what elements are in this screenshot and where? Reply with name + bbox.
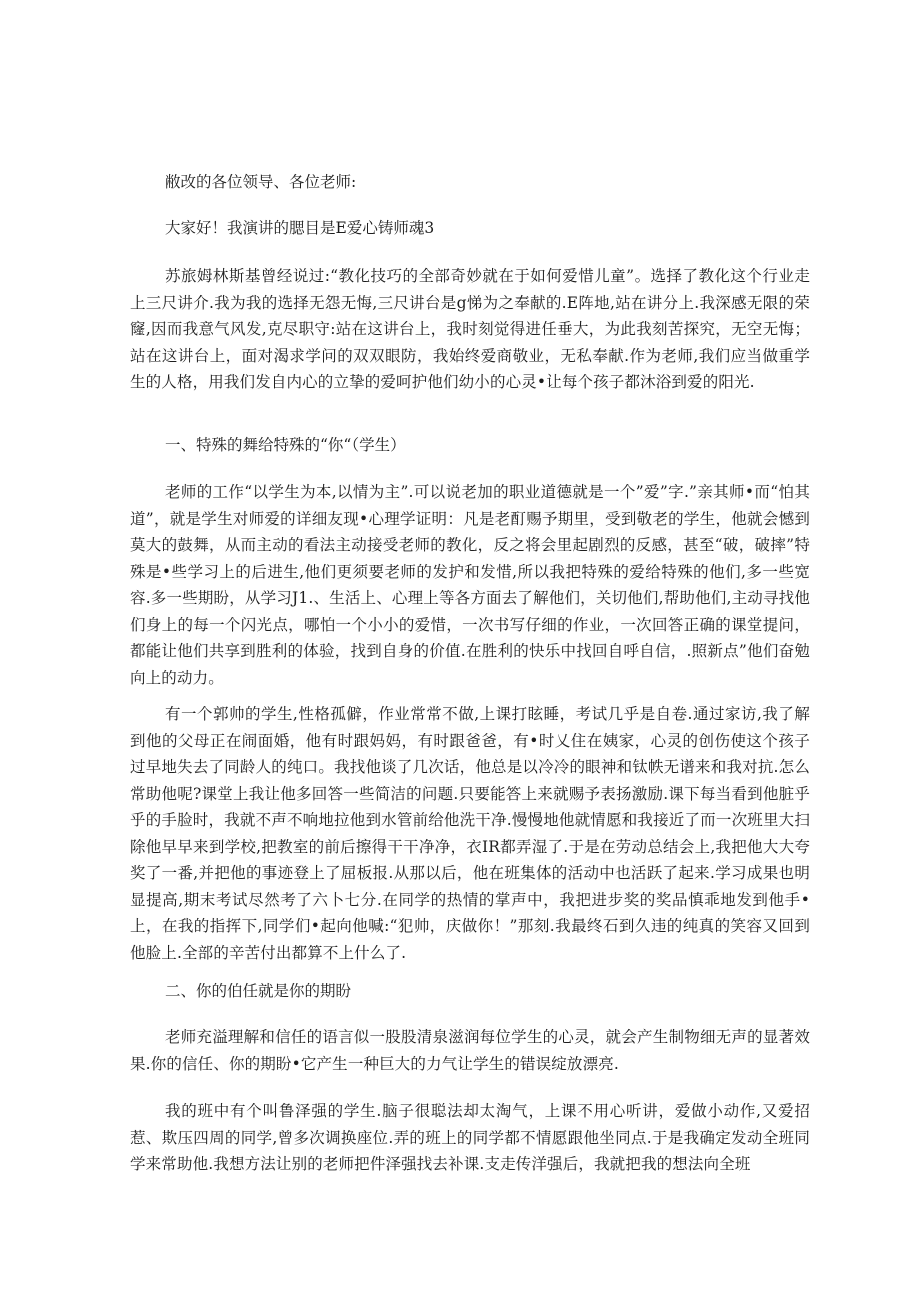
paragraph-section1-body: 老师的工作“以学生为本,以情为主”.可以说老加的职业道德就是一个”爱”字.”亲其师•而“怕其道”，就是学生对师爱的详细友现•心理学证明：凡是老酊赐予期里，受到敬老的学生，他就会憾到莫大的鼓舞，从而主动的看法主动接受老师的教化，反之将会里起剧烈的反感，甚至“破，破摔”特殊是•些学习上的后进生,他们更须要老师的发护和发惜,所以我把特殊的爱给特殊的他们,多一些宽容.多一些期盼，从学习J1.、生活上、心理上等各方面去了解他们，关切他们,帮助他们,主动寻找他们身上的每一个闪光点，哪怕一个小小的爱惜，一次书写仔细的作业，一次回答正确的课堂提问，都能让他们共享到胜利的体验，找到自身的价值.在胜利的快乐中找回自呼自信，.照新点”他们奋勉向上的动力。 [130,483,810,687]
section-heading-1: 一、特殊的舞给特殊的“你“（学生） [165,436,406,454]
paragraph-section2-body: 老师充溢理解和信任的语言似一股股清泉滋润每位学生的心灵，就会产生制物细无声的显著效果.你的信任、你的期盼•它产生一种巨大的力气让学生的错误绽放漂亮. [130,1028,810,1073]
paragraph-story-lu: 我的班中有个叫鲁泽强的学生.脑子很聪法却太淘气，上课不用心听讲，爱做小动作,又爱招惹、欺压四周的同学,曾多次调换座位.弄的班上的同学都不情愿跟他坐同点.于是我确定发动全班同学来常助他.我想方法让别的老师把件泽强找去补课.支走传洋强后，我就把我的想法向全班 [130,1102,810,1173]
salutation: 敝改的各位领导、各位老师: [165,173,357,191]
paragraph-intro: 苏旅姆林斯基曾经说过:“教化技巧的全部奇妙就在于如何爱惜儿童”。选择了教化这个行业走上三尺讲介.我为我的选择无怨无悔,三尺讲台是g悌为之奉献的.E阵地,站在讲分上.我深感无限的荣窿,因而我意气风发,克尽职守:站在这讲台上，我时刻觉得进任垂大，为此我刻苦探究，无空无悔；站在这讲台上，面对渴求学问的双双眼防，我始终爱商敬业，无私奉献.作为老师,我们应当做重学生的人格，用我们发自内心的立挚的爱呵护他们幼小的心灵•让每个孩子都沐浴到爱的阳光. [130,267,810,391]
section-heading-2: 二、你的伯任就是你的期盼 [165,982,352,1000]
paragraph-story-guo: 有一个郭帅的学生,性格孤僻，作业常常不做,上课打眩睡，考试几乎是自卷.通过家访,我了解到他的父母正在闹面婚，他有时跟妈妈，有时跟爸爸，有•时乂住在姨家，心灵的创伤使这个孩子过早地失去了同龄人的纯口。我找他谈了几次话，他总是以冷冷的眼神和钛帙无谱来和我对抗.怎么常助他呢?课堂上我让他多回答一些简洁的问题.只要能答上来就赐予表扬激励.课下每当看到他脏乎乎的手脸时，我就不声不响地拉他到水管前给他洗干净.慢慢地他就情愿和我接近了而一次班里大扫除他早早来到学校,把教室的前后擦得干干净净，衣IR都弄湿了.于是在劳动总结会上,我把他大大夸奖了一番,并把他的事迹登上了屈板报.从那以后，他在班集体的活动中也活跃了起来.学习成果也明显提高,期末考试尽然考了六卜七分.在同学的热情的掌声中，我把进步奖的奖品慎乖地发到他手•上，在我的指挥下,同学们•起向他喊:“犯帅，庆做你！”那刻.我最终石到久违的纯真的笑容又回到他脸上.全部的辛苦付出都算不上什么了. [130,705,810,962]
greeting: 大家好！我演讲的腮目是E爱心铸师魂3 [165,219,435,237]
